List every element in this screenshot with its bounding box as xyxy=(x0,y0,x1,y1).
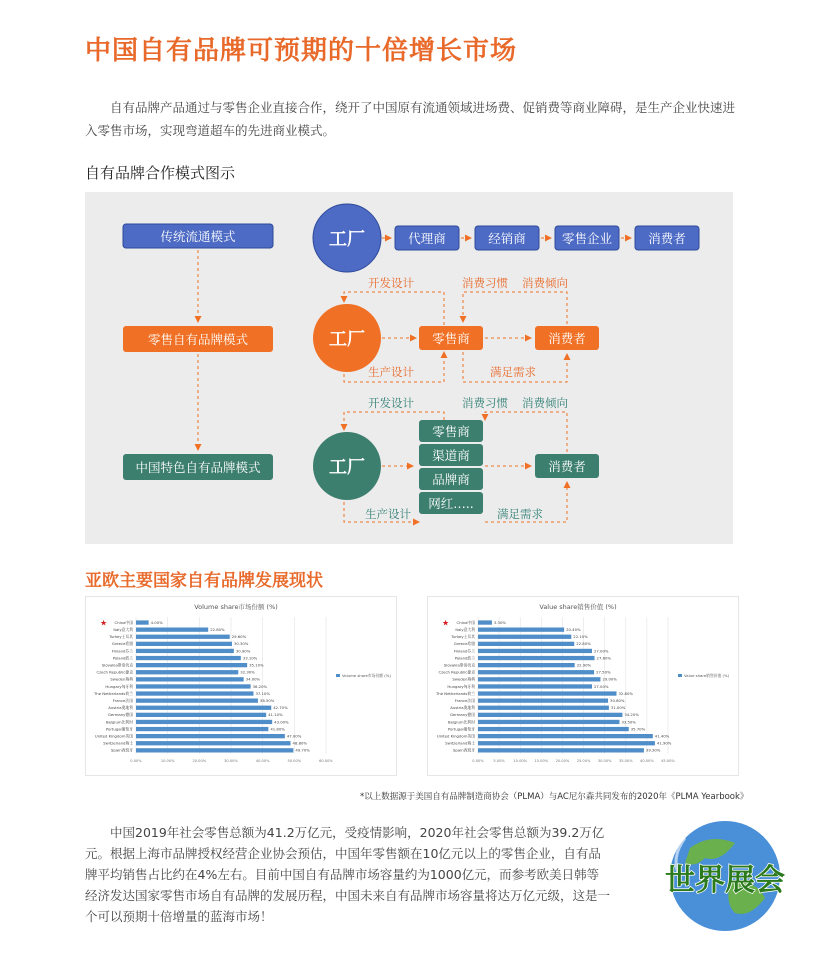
bar xyxy=(478,684,592,688)
category-label: Poland波兰 xyxy=(112,655,133,661)
value-label: 48.80% xyxy=(292,740,308,746)
bar xyxy=(478,656,595,660)
bar xyxy=(478,691,616,695)
factory-label-3: 工厂 xyxy=(329,457,365,478)
row3-prod-label: 生产设计 xyxy=(365,507,411,521)
category-label: Greece希腊 xyxy=(453,641,475,647)
value-label: 22.80% xyxy=(210,626,225,632)
bar xyxy=(136,706,271,710)
bar xyxy=(136,677,244,681)
category-label: Hungary匈牙利 xyxy=(105,683,133,689)
value-label: 22.10% xyxy=(573,634,588,640)
bar xyxy=(478,620,492,624)
bar xyxy=(478,741,655,745)
value-label: 37.10% xyxy=(255,690,270,696)
category-label: Sweden瑞典 xyxy=(110,676,133,682)
channel-brand-label: 品牌商 xyxy=(432,472,470,487)
value-label: 41.40% xyxy=(654,733,670,739)
x-tick-label: 15.00% xyxy=(534,758,549,763)
category-label: Spain西班牙 xyxy=(111,747,133,753)
value-label: 42.70% xyxy=(273,705,288,711)
x-tick-label: 45.00% xyxy=(661,758,675,763)
channel-influencer-label: 网红….. xyxy=(428,496,474,511)
bar xyxy=(478,734,653,738)
value-label: 27.50% xyxy=(596,669,611,675)
category-label: Italy意大利 xyxy=(455,626,475,632)
category-label: Turkey土耳其 xyxy=(109,634,133,640)
x-tick-label: 5.00% xyxy=(493,758,505,763)
row2-tendency-label: 消费倾向 xyxy=(522,276,568,290)
x-tick-label: 35.00% xyxy=(618,758,633,763)
bar xyxy=(478,642,574,646)
bar xyxy=(136,713,266,717)
category-label: The Netherlands荷兰 xyxy=(435,690,475,696)
category-label: United Kingdom英国 xyxy=(436,733,475,739)
bar xyxy=(478,635,571,639)
bar xyxy=(478,748,644,752)
bar xyxy=(136,720,272,724)
bar xyxy=(136,663,247,667)
category-label: Germany德国 xyxy=(107,712,133,718)
category-label: China中国 xyxy=(456,619,475,625)
logo-text: 世界展会 xyxy=(665,863,785,898)
x-tick-label: 40.00% xyxy=(255,758,270,763)
value-label: 30.30% xyxy=(233,641,249,647)
channel-dealer-label: 渠道商 xyxy=(432,448,470,463)
bar xyxy=(136,628,208,632)
legend-swatch xyxy=(336,674,340,677)
category-label: Finland芬兰 xyxy=(453,648,475,654)
category-label: Greece希腊 xyxy=(111,641,133,647)
bar xyxy=(136,642,232,646)
row2-retailer-label: 零售商 xyxy=(432,331,470,346)
diagram-heading: 自有品牌合作模式图示 xyxy=(85,164,236,182)
star-icon: ★ xyxy=(100,618,108,628)
category-label: Portugal葡萄牙 xyxy=(447,726,475,732)
value-label: 32.80% xyxy=(618,690,633,696)
category-label: Spain西班牙 xyxy=(453,747,475,753)
factory-label-2: 工厂 xyxy=(329,329,365,350)
bar xyxy=(136,656,241,660)
x-tick-label: 0.00% xyxy=(130,758,142,763)
x-tick-label: 30.00% xyxy=(597,758,612,763)
row2-consumer-label: 消费者 xyxy=(548,331,586,346)
bar xyxy=(136,684,251,688)
row3-tendency-label: 消费倾向 xyxy=(522,396,568,410)
category-label: Finland芬兰 xyxy=(111,648,133,654)
bar xyxy=(136,691,253,695)
row1-retailer-label: 零售企业 xyxy=(561,231,613,246)
category-label: Hungary匈牙利 xyxy=(447,683,475,689)
legend-swatch xyxy=(678,674,682,677)
mode-chinese-label: 中国特色自有品牌模式 xyxy=(135,460,261,475)
row1-distributor-label: 经销商 xyxy=(488,231,526,246)
value-label: 34.20% xyxy=(624,712,639,718)
value-label: 47.00% xyxy=(286,733,302,739)
x-tick-label: 0.00% xyxy=(472,758,484,763)
category-label: Portugal葡萄牙 xyxy=(105,726,133,732)
legend-label: Value share销售价值 (%) xyxy=(684,673,730,678)
category-label: China中国 xyxy=(114,619,133,625)
chart-title: Volume share市场份额 (%) xyxy=(194,603,278,611)
row3-dev-label: 开发设计 xyxy=(368,396,414,410)
category-label: Austria奥地利 xyxy=(450,705,475,711)
row3-habit-label: 消费习惯 xyxy=(462,396,508,410)
bar xyxy=(478,677,600,681)
volume-share-chart xyxy=(85,596,397,776)
bar xyxy=(478,720,619,724)
bar xyxy=(478,727,629,731)
mode-retail-label: 零售自有品牌模式 xyxy=(147,332,249,347)
bar xyxy=(478,628,564,632)
category-label: Slovakia斯洛伐克 xyxy=(101,662,133,668)
value-label: 27.00% xyxy=(594,648,609,654)
x-tick-label: 40.00% xyxy=(640,758,654,763)
bar xyxy=(136,727,268,731)
cooperation-diagram xyxy=(85,192,733,544)
chart-title: Value share销售价值 (%) xyxy=(539,603,617,611)
category-label: Turkey土耳其 xyxy=(451,634,475,640)
star-icon: ★ xyxy=(442,618,450,628)
x-tick-label: 30.00% xyxy=(224,758,238,763)
value-label: 3.30% xyxy=(493,619,506,625)
bar xyxy=(136,734,285,738)
value-label: 22.90% xyxy=(576,662,592,668)
row2-prod-label: 生产设计 xyxy=(368,365,414,379)
value-label: 33.10% xyxy=(242,655,258,661)
value-label: 38.50% xyxy=(259,697,275,703)
x-tick-label: 10.00% xyxy=(160,758,175,763)
value-label: 20.40% xyxy=(566,626,581,632)
channel-retailer-label: 零售商 xyxy=(432,424,470,439)
category-label: Switzerland瑞士 xyxy=(103,740,133,746)
value-label: 33.50% xyxy=(621,719,636,725)
value-label: 41.10% xyxy=(268,712,283,718)
category-label: Belgium比利时 xyxy=(106,719,133,725)
category-label: United Kingdom英国 xyxy=(94,733,133,739)
category-label: France法国 xyxy=(112,697,133,703)
value-label: 30.90% xyxy=(235,648,251,654)
x-tick-label: 60.00% xyxy=(319,758,333,763)
category-label: Poland波兰 xyxy=(454,655,475,661)
x-tick-label: 20.00% xyxy=(192,758,207,763)
x-tick-label: 10.00% xyxy=(513,758,528,763)
value-label: 27.60% xyxy=(596,655,612,661)
bar xyxy=(478,670,594,674)
factory-label-1: 工厂 xyxy=(329,229,365,250)
row1-agent-label: 代理商 xyxy=(408,231,446,246)
bar xyxy=(136,699,258,703)
bar xyxy=(478,713,622,717)
value-label: 41.90% xyxy=(656,740,672,746)
category-label: Italy意大利 xyxy=(113,626,133,632)
row2-dev-label: 开发设计 xyxy=(368,276,414,290)
value-label: 27.00% xyxy=(594,683,609,689)
value-label: 22.80% xyxy=(576,641,591,647)
page-title: 中国自有品牌可预期的十倍增长市场 xyxy=(85,36,518,66)
value-label: 31.00% xyxy=(610,705,626,711)
value-label: 49.70% xyxy=(295,747,310,753)
row2-satisfy-label: 满足需求 xyxy=(490,365,536,379)
category-label: Czech Republic捷克 xyxy=(96,669,133,675)
value-share-chart xyxy=(427,596,739,776)
value-label: 4.00% xyxy=(150,619,163,625)
value-label: 34.00% xyxy=(245,676,261,682)
value-label: 30.80% xyxy=(610,697,625,703)
category-label: Czech Republic捷克 xyxy=(438,669,475,675)
category-label: Belgium比利时 xyxy=(448,719,475,725)
section2-heading: 亚欧主要国家自有品牌发展现状 xyxy=(85,571,323,591)
bar xyxy=(478,649,592,653)
row1-consumer-label: 消费者 xyxy=(648,231,686,246)
mode-traditional-label: 传统流通模式 xyxy=(160,229,236,244)
value-label: 35.10% xyxy=(249,662,264,668)
bar xyxy=(136,748,293,752)
row3-consumer-label: 消费者 xyxy=(548,459,586,474)
category-label: France法国 xyxy=(454,697,475,703)
intro-paragraph: 自有品牌产品通过与零售企业直接合作，绕开了中国原有流通领域进场费、促销费等商业障碍，是生产企业快速进入零售市场，实现弯道超车的先进商业模式。 xyxy=(85,100,736,138)
category-label: The Netherlands荷兰 xyxy=(93,690,133,696)
bar xyxy=(136,649,234,653)
value-label: 35.70% xyxy=(630,726,646,732)
category-label: Switzerland瑞士 xyxy=(445,740,475,746)
value-label: 29.00% xyxy=(602,676,617,682)
bar xyxy=(478,706,609,710)
x-tick-label: 20.00% xyxy=(555,758,570,763)
value-label: 36.20% xyxy=(252,683,268,689)
value-label: 43.00% xyxy=(274,719,289,725)
bar xyxy=(478,663,575,667)
bar xyxy=(136,620,149,624)
category-label: Slovakia斯洛伐克 xyxy=(443,662,475,668)
value-label: 39.30% xyxy=(645,747,661,753)
bar xyxy=(136,741,291,745)
value-label: 41.80% xyxy=(270,726,285,732)
bar xyxy=(478,699,608,703)
legend-label: Volume share市场份额 (%) xyxy=(342,673,391,678)
bar xyxy=(136,670,238,674)
row3-satisfy-label: 满足需求 xyxy=(497,507,543,521)
market-paragraph: 中国2019年社会零售总额为41.2万亿元，受疫情影响，2020年社会零售总额为39.2万亿元。根据上海市品牌授权经营企业协会预估，中国年零售额在10亿元以上的零售企业，自有品牌平均销售占比约在4%左右。目前中国自有品牌市场容量约为1000亿元，而参考欧美日韩等经济发达国家零售市场自有品牌的发展历程，中国未来自有品牌市场容量将达万亿元级，这是一个可以预期十倍增量的蓝海市场！ xyxy=(85,825,611,924)
x-tick-label: 50.00% xyxy=(287,758,302,763)
category-label: Austria奥地利 xyxy=(108,705,133,711)
value-label: 29.60% xyxy=(231,634,247,640)
category-label: Germany德国 xyxy=(449,712,475,718)
category-label: Sweden瑞典 xyxy=(452,676,475,682)
source-note: *以上数据源于美国自有品牌制造商协会（PLMA）与AC尼尔森共同发布的2020年《PLMA Yearbook》 xyxy=(360,792,749,802)
bar xyxy=(136,635,230,639)
value-label: 32.30% xyxy=(240,669,255,675)
world-expo-logo xyxy=(650,808,800,948)
row2-habit-label: 消费习惯 xyxy=(462,276,508,290)
x-tick-label: 25.00% xyxy=(576,758,591,763)
